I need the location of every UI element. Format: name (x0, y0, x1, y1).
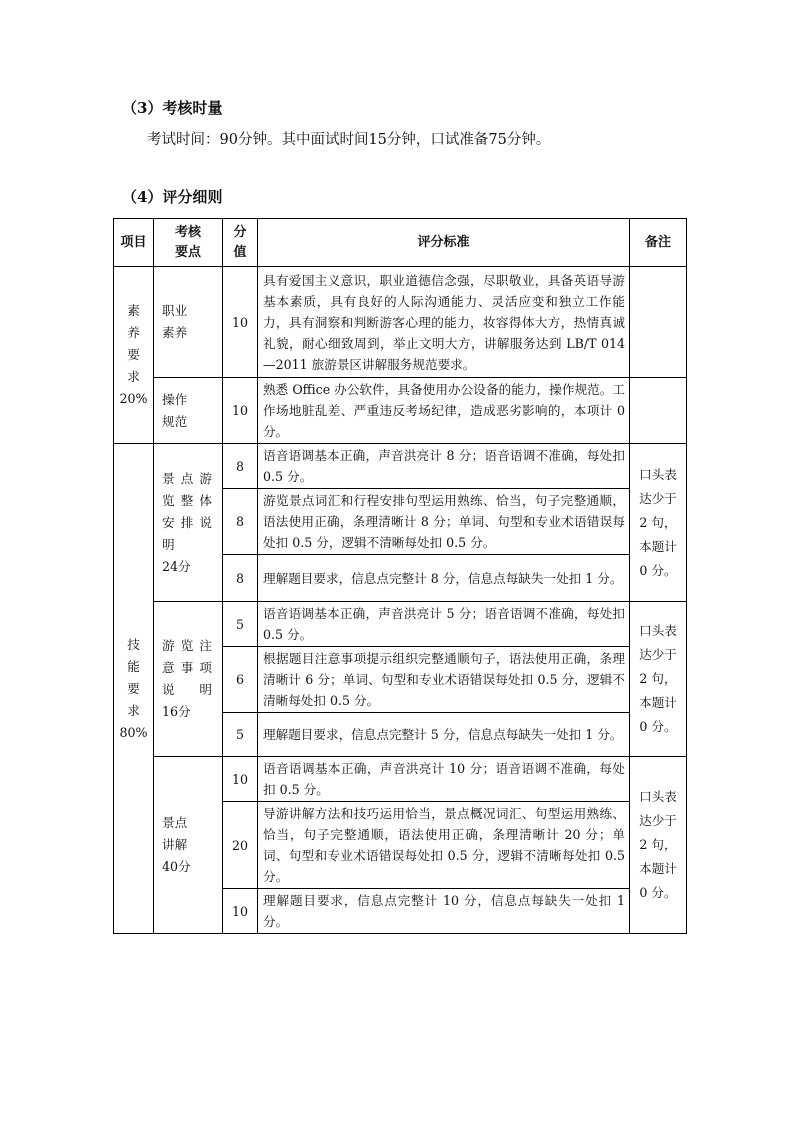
score-cell: 6 (223, 647, 258, 713)
remark-cell-empty (630, 267, 687, 378)
point-name: 景点游 览整体 安排说 明 (162, 470, 212, 552)
point-name: 景点 讲解 (162, 815, 188, 852)
score-cell: 10 (223, 889, 258, 934)
criteria-cell: 语音语调基本正确，声音洪亮计 8 分；语音语调不准确，每处扣 0.5 分。 (258, 444, 630, 489)
table-row (114, 267, 687, 378)
remark-cell: 口头表 达少于 2 句， 本题计 0 分。 (630, 757, 687, 934)
point-tour-arrangement (154, 444, 223, 602)
score-cell: 10 (223, 757, 258, 802)
point-total: 40分 (162, 859, 191, 874)
table-row (114, 378, 687, 444)
score-cell: 5 (223, 602, 258, 647)
scoring-table (113, 218, 687, 934)
point-scenic-commentary (154, 757, 223, 934)
header-remark: 备注 (630, 219, 687, 267)
header-item: 项目 (114, 219, 154, 267)
remark-cell-empty (630, 378, 687, 444)
point-total: 16分 (162, 704, 191, 719)
criteria-cell: 根据题目注意事项提示组织完整通顺句子，语法使用正确，条理清晰计 6 分；单词、句型和专业术语错误每处扣 0.5 分，逻辑不清晰每处扣 0.5 分。 (258, 647, 630, 713)
table-row (114, 444, 687, 489)
quality-requirement-label: 素 养 要 求 20% (114, 267, 154, 444)
point-tour-notes (154, 602, 223, 757)
table-row (114, 602, 687, 647)
point-operation-standard: 操作 规范 (154, 378, 223, 444)
criteria-cell: 理解题目要求，信息点完整计 10 分，信息点每缺失一处扣 1 分。 (258, 889, 630, 934)
criteria-cell: 理解题目要求，信息点完整计 5 分，信息点每缺失一处扣 1 分。 (258, 713, 630, 757)
section-4-heading: （4）评分细则 (122, 188, 223, 206)
score-cell: 5 (223, 713, 258, 757)
point-total: 24分 (162, 558, 191, 574)
score-cell: 8 (223, 555, 258, 602)
remark-cell: 口头表 达少于 2 句， 本题计 0 分。 (630, 602, 687, 757)
table-row (114, 757, 687, 802)
header-point: 考核 要点 (154, 219, 223, 267)
point-professional-quality: 职业 素养 (154, 267, 223, 378)
criteria-cell: 导游讲解方法和技巧运用恰当，景点概况词汇、句型运用熟练、恰当，句子完整通顺，语法使用正确，条理清晰计 20 分；单词、句型和专业术语错误每处扣 0.5 分，逻辑不清晰每处扣 0.5 分。 (258, 802, 630, 889)
criteria-cell: 语音语调基本正确，声音洪亮计 5 分；语音语调不准确，每处扣 0.5 分。 (258, 602, 630, 647)
score-cell: 10 (223, 378, 258, 444)
point-name: 游览注 意事项 说明 (162, 638, 212, 697)
table-header-row (114, 219, 687, 267)
section-3-heading: （3）考核时量 (122, 99, 223, 117)
section-3-text: 考试时间：90分钟。其中面试时间15分钟，口试准备75分钟。 (147, 132, 551, 148)
score-cell: 8 (223, 444, 258, 489)
header-score: 分 值 (223, 219, 258, 267)
score-cell: 8 (223, 489, 258, 555)
criteria-cell: 熟悉 Office 办公软件，具备使用办公设备的能力，操作规范。工作场地脏乱差、严重违反考场纪律，造成恶劣影响的，本项计 0 分。 (258, 378, 630, 444)
score-cell: 10 (223, 267, 258, 378)
criteria-cell: 语音语调基本正确，声音洪亮计 10 分；语音语调不准确，每处扣 0.5 分。 (258, 757, 630, 802)
header-criteria: 评分标准 (258, 219, 630, 267)
score-cell: 20 (223, 802, 258, 889)
criteria-cell: 具有爱国主义意识，职业道德信念强，尽职敬业，具备英语导游基本素质，具有良好的人际沟通能力、灵活应变和独立工作能力，具有洞察和判断游客心理的能力，妆容得体大方，热情真诚礼貌，耐心细致周到，举止文明大方，讲解服务达到 LB/T 014—2011 旅游景区讲解服务规范要求。 (258, 267, 630, 378)
remark-cell: 口头表 达少于 2 句， 本题计 0 分。 (630, 444, 687, 602)
skill-requirement-label: 技 能 要 求 80% (114, 444, 154, 934)
criteria-cell: 理解题目要求，信息点完整计 8 分，信息点每缺失一处扣 1 分。 (258, 555, 630, 602)
criteria-cell: 游览景点词汇和行程安排句型运用熟练、恰当，句子完整通顺，语法使用正确，条理清晰计 8 分；单词、句型和专业术语错误每处扣 0.5 分，逻辑不清晰每处扣 0.5 分。 (258, 489, 630, 555)
